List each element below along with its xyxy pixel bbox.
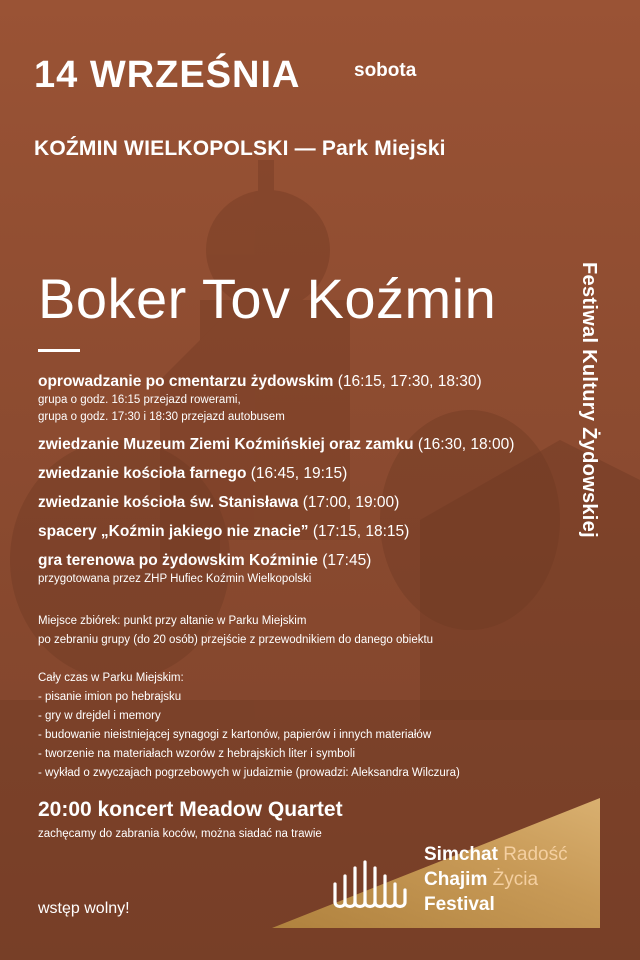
program-item — [38, 435, 583, 455]
program-item — [38, 493, 583, 513]
concert-title: 20:00 koncert Meadow Quartet — [38, 798, 343, 821]
program-item-time: (16:30, 18:00) — [417, 436, 515, 453]
logo-word: Festival — [424, 894, 495, 915]
festival-vertical-title: Festiwal Kultury Żydowskiej — [578, 262, 600, 538]
program-item — [38, 551, 583, 588]
concert-note: zachęcamy do zabrania koców, można siadać na trawie — [38, 828, 322, 840]
logo-word: Simchat — [424, 844, 498, 865]
program-item-note: grupa o godz. 17:30 i 18:30 przejazd autobusem — [38, 411, 285, 423]
logo-word: Radość — [503, 844, 568, 865]
program-item-time: (16:45, 19:15) — [250, 465, 348, 482]
program-item-name: zwiedzanie kościoła św. Stanisława — [38, 494, 299, 511]
program-item-time: (17:00, 19:00) — [302, 494, 400, 511]
program-item-name: zwiedzanie Muzeum Ziemi Koźmińskiej oraz zamku — [38, 436, 414, 453]
festival-logo-icon — [331, 858, 411, 910]
program-item-name: gra terenowa po żydowskim Koźminie — [38, 552, 318, 569]
list-item: - wykład o zwyczajach pogrzebowych w judaizmie (prowadzi: Aleksandra Wilczura) — [38, 767, 460, 779]
list-item: - gry w drejdel i memory — [38, 710, 161, 722]
program-item-time: (17:15, 18:15) — [312, 523, 410, 540]
program-item-note: przygotowana przez ZHP Hufiec Koźmin Wielkopolski — [38, 573, 312, 585]
program-item — [38, 464, 583, 484]
list-item: - pisanie imion po hebrajsku — [38, 691, 182, 703]
title-divider — [38, 349, 80, 352]
event-location: KOŹMIN WIELKOPOLSKI — Park Miejski — [34, 137, 446, 160]
meeting-point: Miejsce zbiórek: punkt przy altanie w Parku Miejskim — [38, 615, 307, 627]
program-item-name: zwiedzanie kościoła farnego — [38, 465, 247, 482]
program-item-name: oprowadzanie po cmentarzu żydowskim — [38, 373, 334, 390]
list-item: - budowanie nieistniejącej synagogi z kartonów, papierów i innych materiałów — [38, 729, 432, 741]
logo-word: Życia — [492, 869, 539, 890]
program-item-time: (16:15, 17:30, 18:30) — [337, 373, 482, 390]
festival-logo-text — [424, 842, 568, 917]
event-day: sobota — [354, 60, 417, 81]
program-item-time: (17:45) — [322, 552, 372, 569]
program-item — [38, 522, 583, 542]
park-heading: Cały czas w Parku Miejskim: — [38, 672, 184, 684]
program-item-name: spacery „Koźmin jakiego nie znacie” — [38, 523, 309, 540]
logo-word: Chajim — [424, 869, 488, 890]
program-item — [38, 372, 583, 426]
program-list — [38, 372, 583, 597]
info-section — [38, 612, 460, 783]
page-title: Boker Tov Koźmin — [38, 267, 497, 330]
event-date: 14 WRZEŚNIA — [34, 54, 301, 96]
program-item-note: grupa o godz. 16:15 przejazd rowerami, — [38, 394, 241, 406]
list-item: - tworzenie na materiałach wzorów z hebrajskich liter i symboli — [38, 748, 356, 760]
admission-note: wstęp wolny! — [38, 900, 130, 917]
meeting-note: po zebraniu grupy (do 20 osób) przejście z przewodnikiem do danego obiektu — [38, 634, 434, 646]
